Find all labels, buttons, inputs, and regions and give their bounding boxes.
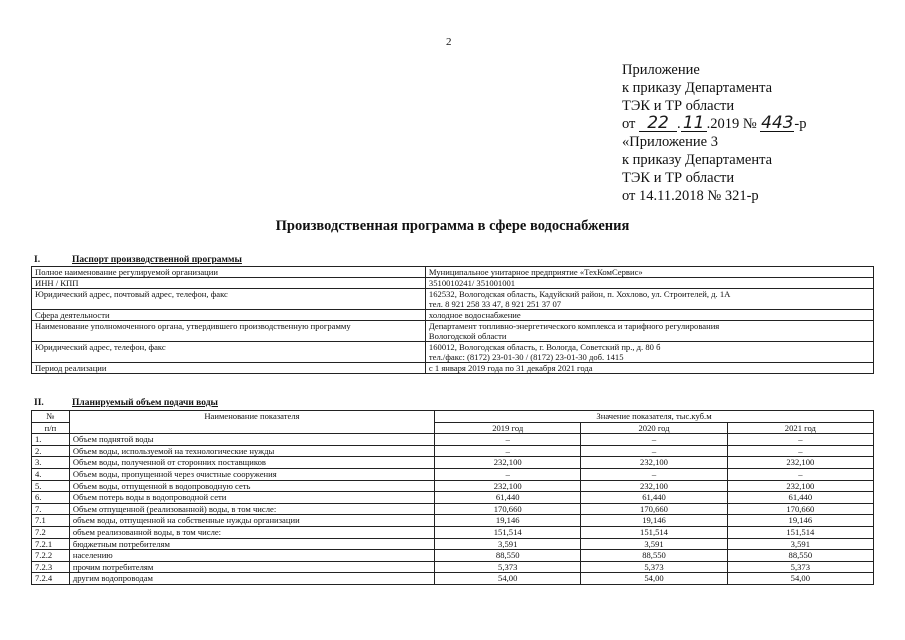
passport-value-line2: Вологодской области — [428, 331, 507, 341]
row-value: – — [435, 468, 581, 480]
table-row — [32, 480, 874, 492]
passport-value-cell — [425, 278, 873, 289]
row-number: 7.2 — [32, 526, 70, 538]
section-heading — [34, 255, 242, 265]
row-value: 151,514 — [435, 526, 581, 538]
table-row — [32, 526, 874, 538]
appendix-line: «Приложение 3 — [622, 134, 718, 150]
row-value: 151,514 — [727, 526, 873, 538]
passport-value: холодное водоснабжение — [428, 310, 521, 320]
row-value: 19,146 — [581, 515, 727, 527]
table-row — [32, 515, 874, 527]
row-value: 54,00 — [581, 573, 727, 585]
row-value: 88,550 — [435, 550, 581, 562]
table-row — [32, 550, 874, 562]
row-value: – — [435, 445, 581, 457]
row-name: объем воды, отпущенной на собственные нужды организации — [69, 515, 434, 527]
row-name: Объем потерь воды в водопроводной сети — [69, 492, 434, 504]
passport-row — [32, 267, 874, 278]
row-name: Объем воды, полученной от сторонних поставщиков — [69, 457, 434, 469]
page-number: 2 — [446, 36, 452, 48]
row-number: 2. — [32, 445, 70, 457]
section-title: Паспорт производственной программы — [72, 255, 242, 265]
row-number: 3. — [32, 457, 70, 469]
row-value: 61,440 — [727, 492, 873, 504]
row-value: 54,00 — [727, 573, 873, 585]
row-name: Объем поднятой воды — [69, 434, 434, 446]
row-name: Объем воды, пропущенной через очистные сооружения — [69, 468, 434, 480]
row-name: бюджетным потребителям — [69, 538, 434, 550]
passport-row — [32, 278, 874, 289]
date-prefix: от — [622, 116, 636, 132]
passport-label: Полное наименование регулируемой организации — [32, 267, 426, 278]
order-suffix: -р — [794, 116, 807, 132]
passport-label: Юридический адрес, телефон, факс — [32, 342, 426, 363]
row-number: 4. — [32, 468, 70, 480]
header-year: 2021 год — [727, 422, 873, 434]
row-value: 232,100 — [435, 457, 581, 469]
date-year: .2019 № — [706, 116, 757, 132]
row-name: Объем отпущенной (реализованной) воды, в том числе: — [69, 503, 434, 515]
passport-value-line2: тел./факс: (8172) 23-01-30 / (8172) 23-01-30 доб. 1415 — [428, 352, 624, 362]
header-year: 2020 год — [581, 422, 727, 434]
passport-value-cell — [425, 267, 873, 278]
row-value: 88,550 — [727, 550, 873, 562]
row-number: 7.2.1 — [32, 538, 70, 550]
table-row — [32, 445, 874, 457]
table-row — [32, 561, 874, 573]
row-value: 232,100 — [727, 480, 873, 492]
passport-label: Наименование уполномоченного органа, утвердившего производственную программу — [32, 321, 426, 342]
row-value: 170,660 — [727, 503, 873, 515]
row-name: объем реализованной воды, в том числе: — [69, 526, 434, 538]
row-name: прочим потребителям — [69, 561, 434, 573]
handwritten-month: 11 — [681, 115, 707, 132]
passport-label: ИНН / КПП — [32, 278, 426, 289]
water-volume-table — [31, 410, 874, 585]
row-value: 3,591 — [727, 538, 873, 550]
row-number: 6. — [32, 492, 70, 504]
appendix-line: от 14.11.2018 № 321-р — [622, 188, 759, 204]
passport-value: с 1 января 2019 года по 31 декабря 2021 года — [428, 363, 593, 373]
passport-row — [32, 310, 874, 321]
row-value: 232,100 — [727, 457, 873, 469]
passport-label: Сфера деятельности — [32, 310, 426, 321]
header-num: № — [32, 411, 70, 423]
row-value: 151,514 — [581, 526, 727, 538]
table-row — [32, 468, 874, 480]
row-value: 54,00 — [435, 573, 581, 585]
document-title: Производственная программа в сфере водоснабжения — [275, 218, 630, 234]
section-number: I. — [34, 255, 41, 265]
row-value: – — [581, 468, 727, 480]
row-value: 61,440 — [435, 492, 581, 504]
passport-label: Период реализации — [32, 363, 426, 374]
passport-value: 160012, Вологодская область, г. Вологда, Советский пр., д. 80 б — [428, 342, 661, 352]
passport-row — [32, 321, 874, 342]
appendix-block — [622, 61, 806, 205]
row-value: – — [581, 445, 727, 457]
appendix-line: ТЭК и ТР области — [622, 170, 735, 186]
section-number: II. — [34, 398, 44, 408]
header-num-2: п/п — [32, 422, 70, 434]
row-number: 7.2.3 — [32, 561, 70, 573]
header-value: Значение показателя, тыс.куб.м — [435, 411, 874, 423]
table-row — [32, 538, 874, 550]
row-value: 5,373 — [435, 561, 581, 573]
row-name: другим водопроводам — [69, 573, 434, 585]
appendix-line: Приложение — [622, 62, 700, 78]
row-name: населению — [69, 550, 434, 562]
row-value: 88,550 — [581, 550, 727, 562]
header-name: Наименование показателя — [69, 411, 434, 434]
row-value: 170,660 — [435, 503, 581, 515]
passport-value-cell — [425, 321, 873, 342]
passport-value: Департамент топливно-энергетического комплекса и тарифного регулирования — [428, 321, 720, 331]
appendix-line: к приказу Департамента — [622, 80, 773, 96]
date-separator: . — [677, 116, 681, 132]
table-row — [32, 492, 874, 504]
row-value: 61,440 — [581, 492, 727, 504]
passport-value-line2: тел. 8 921 258 33 47, 8 921 251 37 07 — [428, 299, 562, 309]
row-value: – — [435, 434, 581, 446]
row-number: 7.2.2 — [32, 550, 70, 562]
row-number: 7.1 — [32, 515, 70, 527]
row-value: – — [727, 445, 873, 457]
row-number: 7.2.4 — [32, 573, 70, 585]
row-number: 7. — [32, 503, 70, 515]
passport-value: 162532, Вологодская область, Кадуйский район, п. Хохлово, ул. Строителей, д. 1А — [428, 289, 731, 299]
header-year: 2019 год — [435, 422, 581, 434]
appendix-line: к приказу Департамента — [622, 152, 773, 168]
row-value: – — [581, 434, 727, 446]
passport-value-cell — [425, 289, 873, 310]
row-value: – — [727, 434, 873, 446]
handwritten-day: 22 — [639, 115, 677, 132]
table-row — [32, 434, 874, 446]
table-row — [32, 457, 874, 469]
appendix-line: ТЭК и ТР области — [622, 98, 735, 114]
passport-table — [31, 266, 874, 374]
row-value: 232,100 — [581, 457, 727, 469]
passport-row — [32, 289, 874, 310]
passport-value-cell — [425, 363, 873, 374]
passport-value: 3510010241/ 351001001 — [428, 278, 516, 288]
row-value: 170,660 — [581, 503, 727, 515]
passport-row — [32, 342, 874, 363]
row-value: 232,100 — [435, 480, 581, 492]
row-number: 5. — [32, 480, 70, 492]
row-value: 5,373 — [727, 561, 873, 573]
table-row — [32, 503, 874, 515]
row-number: 1. — [32, 434, 70, 446]
section-title: Планируемый объем подачи воды — [72, 398, 218, 408]
appendix-date-line — [622, 115, 806, 133]
row-value: 3,591 — [435, 538, 581, 550]
section-heading — [34, 398, 218, 408]
passport-value-cell — [425, 342, 873, 363]
row-value: 19,146 — [727, 515, 873, 527]
passport-value: Муниципальное унитарное предприятие «ТехКомСервис» — [428, 267, 643, 277]
row-name: Объем воды, используемой на технологические нужды — [69, 445, 434, 457]
handwritten-order-number: 443 — [761, 113, 794, 133]
row-value: 5,373 — [581, 561, 727, 573]
row-value: 232,100 — [581, 480, 727, 492]
passport-row — [32, 363, 874, 374]
row-value: 19,146 — [435, 515, 581, 527]
table-row — [32, 573, 874, 585]
passport-value-cell — [425, 310, 873, 321]
row-name: Объем воды, отпущенной в водопроводную сеть — [69, 480, 434, 492]
passport-label: Юридический адрес, почтовый адрес, телефон, факс — [32, 289, 426, 310]
row-value: – — [727, 468, 873, 480]
row-value: 3,591 — [581, 538, 727, 550]
